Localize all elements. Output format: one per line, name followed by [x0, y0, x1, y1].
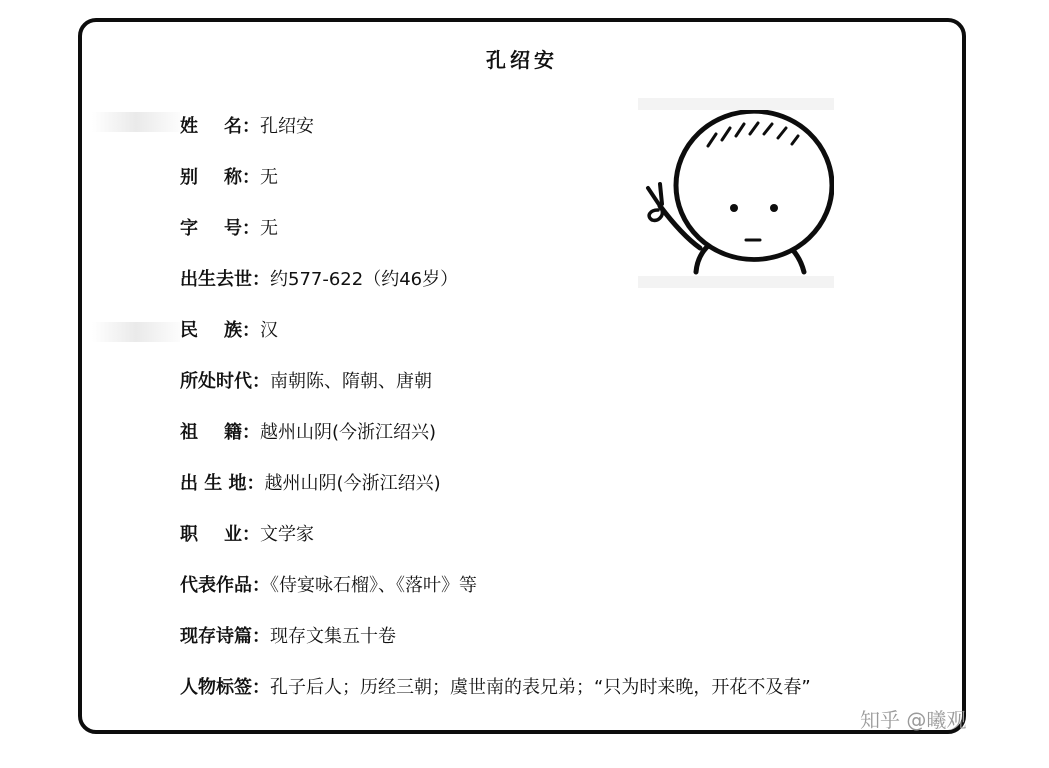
field-value: 南朝陈、隋朝、唐朝 [270, 371, 432, 392]
field-row-alias [180, 165, 278, 191]
field-colon: ： [252, 269, 270, 290]
field-row-courtesy-name [180, 216, 278, 242]
field-row-ethnicity [180, 318, 278, 344]
profile-card [78, 18, 966, 734]
field-label: 祖 籍 [180, 422, 242, 443]
scan-artifact [92, 112, 180, 132]
waving-cartoon-boy-icon [638, 98, 834, 288]
field-colon: ： [242, 218, 260, 239]
field-label: 代表作品 [180, 575, 252, 596]
field-value: 无 [260, 167, 278, 188]
field-colon: ： [252, 371, 270, 392]
field-colon: ： [242, 116, 260, 137]
field-colon: ： [242, 422, 260, 443]
field-value: 《侍宴咏石榴》、《落叶》等 [270, 575, 477, 596]
field-value: 越州山阴(今浙江绍兴) [264, 473, 441, 494]
avatar-backdrop [638, 98, 834, 110]
field-label: 人物标签 [180, 677, 252, 698]
field-row-era [180, 369, 432, 395]
field-value: 文学家 [260, 524, 314, 545]
field-row-ancestral-home [180, 420, 436, 446]
field-label: 出 生 地 [180, 473, 247, 494]
field-colon: ： [246, 473, 265, 494]
field-label: 字 号 [180, 218, 242, 239]
scan-artifact [92, 322, 180, 342]
field-colon: ： [242, 320, 260, 341]
field-row-extant-poems [180, 624, 396, 650]
field-value: 孔绍安 [260, 116, 314, 137]
field-value: 汉 [260, 320, 278, 341]
field-label: 职 业 [180, 524, 242, 545]
field-value: 约577-622（约46岁） [270, 269, 459, 290]
field-label: 民 族 [180, 320, 242, 341]
field-row-tags [180, 675, 811, 701]
field-colon: ： [252, 626, 270, 647]
field-label: 现存诗篇 [180, 626, 252, 647]
field-label: 姓 名 [180, 116, 242, 137]
field-value: 孔子后人；历经三朝；虞世南的表兄弟；“只为时来晚，开花不及春” [270, 677, 811, 698]
card-title: 孔绍安 [486, 48, 558, 72]
avatar-drawing [638, 98, 834, 288]
field-label: 所处时代 [180, 371, 252, 392]
field-label: 出生去世 [180, 269, 252, 290]
field-colon: ： [252, 575, 270, 596]
field-value: 无 [260, 218, 278, 239]
field-row-occupation [180, 522, 314, 548]
field-colon: ： [242, 167, 260, 188]
field-label: 别 称 [180, 167, 242, 188]
field-colon: ： [242, 524, 260, 545]
field-row-representative-works [180, 573, 477, 599]
field-row-lifespan [180, 267, 458, 293]
field-row-name [180, 114, 314, 140]
field-value: 越州山阴(今浙江绍兴) [260, 422, 437, 443]
avatar-backdrop [638, 276, 834, 288]
field-value: 现存文集五十卷 [270, 626, 396, 647]
watermark: 知乎 @曦观 [860, 708, 967, 732]
field-colon: ： [252, 677, 270, 698]
field-row-birthplace [180, 471, 441, 497]
